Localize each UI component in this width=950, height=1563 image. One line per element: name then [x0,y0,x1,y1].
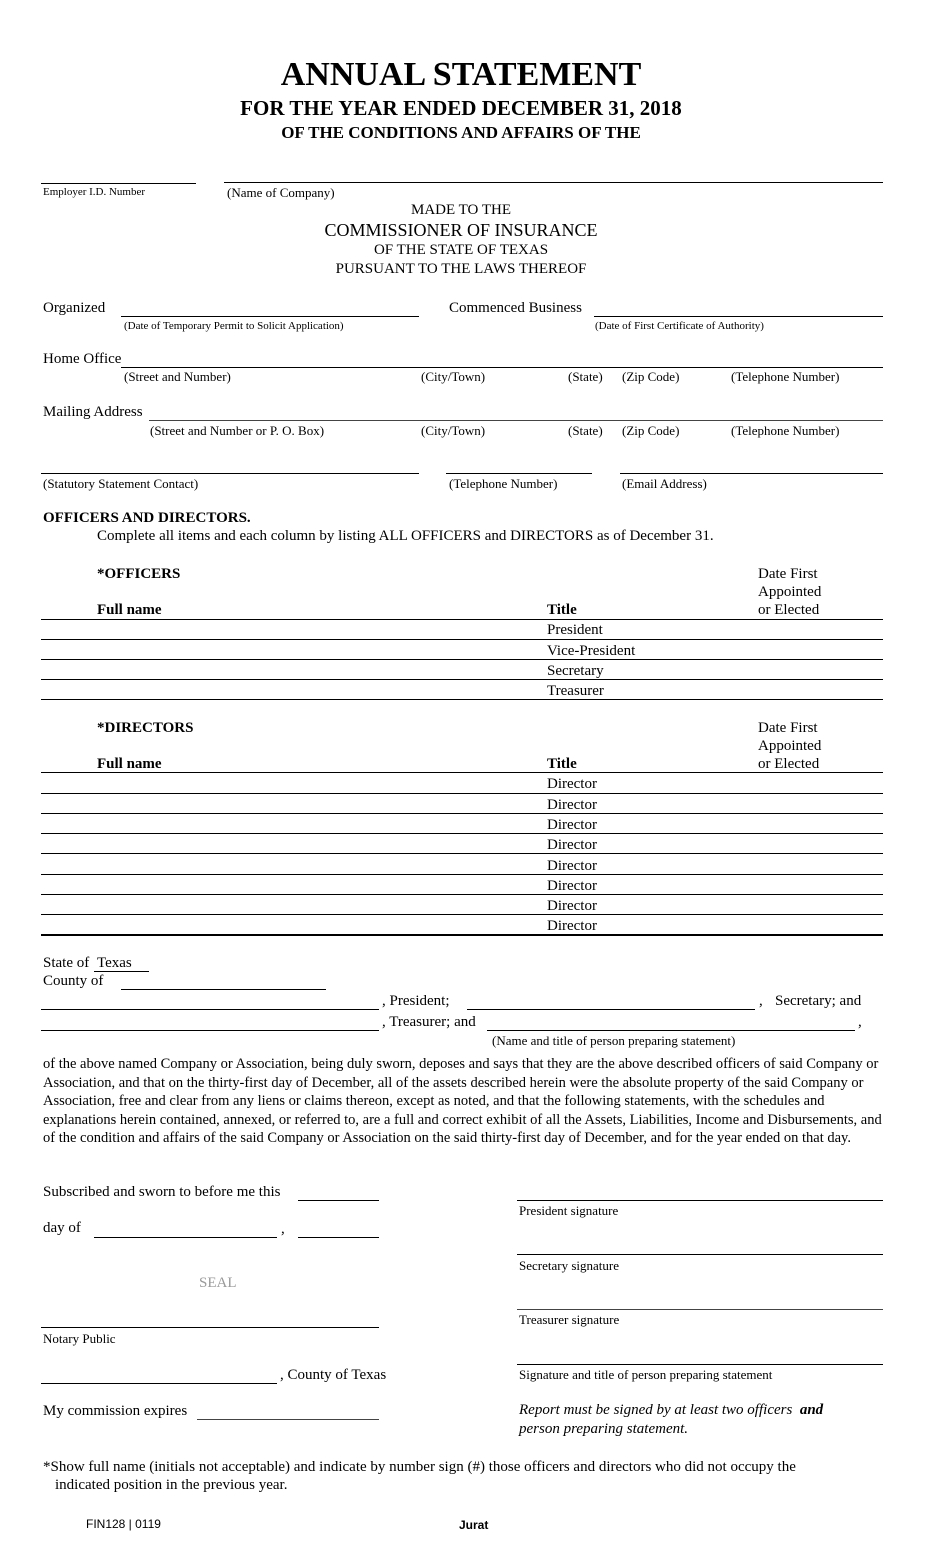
commenced-date-field[interactable] [594,316,883,317]
preparer-signature-field[interactable] [517,1364,883,1365]
treasurer-label: , Treasurer; and [382,1014,476,1030]
director-row-title: Director [547,858,597,874]
mail-zip-label: (Zip Code) [622,423,680,438]
company-name-label: (Name of Company) [227,185,335,200]
seal-placeholder: SEAL [199,1275,237,1291]
state-underline [94,971,149,972]
form-id: FIN128 | 0119 [86,1517,161,1531]
state-of-label: State of [43,955,90,971]
officer-row[interactable] [41,639,883,640]
officers-directors-heading: OFFICERS AND DIRECTORS. [43,510,251,526]
secretary-signature-field[interactable] [517,1254,883,1255]
notary-county-field[interactable] [41,1383,277,1384]
preparer-signature-label: Signature and title of person preparing statement [519,1367,773,1382]
officers-header-rule [41,619,883,620]
president-signature-label: President signature [519,1203,619,1218]
contact-email-label: (Email Address) [622,476,707,491]
directors-header-rule [41,772,883,773]
document-subtitle: FOR THE YEAR ENDED DECEMBER 31, 2018 [240,96,682,120]
commenced-sublabel: (Date of First Certificate of Authority) [595,320,764,332]
commenced-label: Commenced Business [449,300,582,316]
organized-sublabel: (Date of Temporary Permit to Solicit Application) [124,320,344,332]
secretary-comma: , [759,993,763,1009]
organized-label: Organized [43,300,106,316]
document-subtitle-2: OF THE CONDITIONS AND AFFAIRS OF THE [281,123,641,142]
officers-col-date1: Date First [758,566,818,582]
directors-col-date2: Appointed [758,738,822,754]
made-to-line3: OF THE STATE OF TEXAS [373,242,549,258]
officers-heading: *OFFICERS [97,566,181,582]
director-row-title: Director [547,776,597,792]
home-city-label: (City/Town) [421,369,486,384]
made-to-line1: MADE TO THE [410,202,511,218]
preparer-label: (Name and title of person preparing statement) [492,1033,736,1048]
treasurer-signature-field[interactable] [517,1309,883,1310]
organized-date-field[interactable] [121,316,419,317]
director-row[interactable] [41,813,883,814]
officers-directors-instruction: Complete all items and each column by listing ALL OFFICERS and DIRECTORS as of December 31. [97,528,714,544]
secretary-name-field[interactable] [467,1009,755,1010]
commission-date-field[interactable] [197,1419,379,1420]
treasurer-signature-label: Treasurer signature [519,1312,620,1327]
officers-col-date2: Appointed [758,584,822,600]
president-signature-field[interactable] [517,1200,883,1201]
mailing-field[interactable] [149,420,883,421]
mail-city-label: (City/Town) [421,423,486,438]
secretary-signature-label: Secretary signature [519,1258,619,1273]
mailing-label: Mailing Address [43,404,143,420]
signature-note-and: and [799,1402,824,1418]
page-label: Jurat [459,1518,489,1532]
home-office-label: Home Office [43,351,122,367]
month-field[interactable] [94,1237,277,1238]
contact-label: (Statutory Statement Contact) [43,476,199,491]
signature-note-line2: person preparing statement. [519,1421,689,1437]
officer-row-title: Treasurer [547,683,604,699]
mail-phone-label: (Telephone Number) [731,423,840,438]
director-row[interactable] [41,914,883,915]
subscribed-label: Subscribed and sworn to before me this [43,1184,281,1200]
notary-public-label: Notary Public [43,1331,116,1346]
officer-row[interactable] [41,699,883,700]
company-name-field[interactable] [224,182,883,183]
preparer-name-field[interactable] [487,1030,855,1031]
director-row[interactable] [41,934,883,936]
signature-note-part1: Report must be signed by at least two officers [519,1402,793,1418]
county-field[interactable] [121,989,326,990]
document-title: ANNUAL STATEMENT [280,56,642,93]
home-state-label: (State) [568,369,603,384]
notary-signature-field[interactable] [41,1327,379,1328]
state-value[interactable]: Texas [97,955,132,971]
mail-street-label: (Street and Number or P. O. Box) [150,423,325,438]
director-row[interactable] [41,833,883,834]
commission-label: My commission expires [43,1403,188,1419]
made-to-line2: COMMISSIONER OF INSURANCE [324,220,598,240]
director-row-title: Director [547,797,597,813]
officer-row-title: Secretary [547,663,604,679]
officer-row-title: Vice-President [547,643,636,659]
president-name-field[interactable] [41,1009,379,1010]
day-of-label: day of [43,1220,81,1236]
affidavit-body: of the above named Company or Association, being duly sworn, deposes and says that they are the above described officers of said Company or Association, and that on the thirty-first day of December, all of the assets described herein were the absolute property of the said Company or Association, free and clear from any liens or claims thereon, except as noted, and that the following statements, with the schedules and explanations herein contained, annexed, or referred to, are a full and correct exhibit of all the Assets, Liabilities, Income and Disbursements, and of the condition and affairs of the said Company or Association on the said thirty-first day of December, and for the year ended on that day. [43,1056,882,1147]
contact-phone-label: (Telephone Number) [449,476,558,491]
footnote-line1: *Show full name (initials not acceptable) and indicate by number sign (#) those officers and directors who did not occupy the [43,1459,796,1475]
signature-note [519,1402,823,1419]
treasurer-name-field[interactable] [41,1030,379,1031]
employer-id-field[interactable] [41,183,196,184]
day-of-comma: , [281,1221,285,1237]
year-field[interactable] [298,1237,379,1238]
officers-col-date3: or Elected [758,602,820,618]
home-zip-label: (Zip Code) [622,369,680,384]
home-phone-label: (Telephone Number) [731,369,840,384]
directors-col-title: Title [547,756,577,772]
director-row[interactable] [41,793,883,794]
directors-col-date1: Date First [758,720,818,736]
mail-state-label: (State) [568,423,603,438]
preparer-comma: , [858,1014,862,1030]
contact-email-field[interactable] [620,473,883,474]
contact-field[interactable] [41,473,419,474]
director-row-title: Director [547,898,597,914]
officers-col-name: Full name [97,602,162,618]
footnote-line2: indicated position in the previous year. [55,1477,288,1493]
officer-row[interactable] [41,659,883,660]
home-office-field[interactable] [121,367,883,368]
home-street-label: (Street and Number) [124,369,231,384]
subscribed-day-field[interactable] [298,1200,379,1201]
director-row-title: Director [547,837,597,853]
directors-col-date3: or Elected [758,756,820,772]
director-row[interactable] [41,874,883,875]
officer-row-title: President [547,622,603,638]
secretary-label: Secretary; and [775,993,862,1009]
directors-heading: *DIRECTORS [97,720,194,736]
county-of-texas-label: , County of Texas [280,1367,387,1383]
employer-id-label: Employer I.D. Number [43,186,146,198]
officer-row[interactable] [41,679,883,680]
director-row-title: Director [547,918,597,934]
director-row[interactable] [41,853,883,854]
county-of-label: County of [43,973,104,989]
director-row-title: Director [547,878,597,894]
officers-col-title: Title [547,602,577,618]
directors-col-name: Full name [97,756,162,772]
president-label: , President; [382,993,450,1009]
made-to-line4: PURSUANT TO THE LAWS THEREOF [335,261,587,277]
director-row[interactable] [41,894,883,895]
director-row-title: Director [547,817,597,833]
contact-phone-field[interactable] [446,473,592,474]
